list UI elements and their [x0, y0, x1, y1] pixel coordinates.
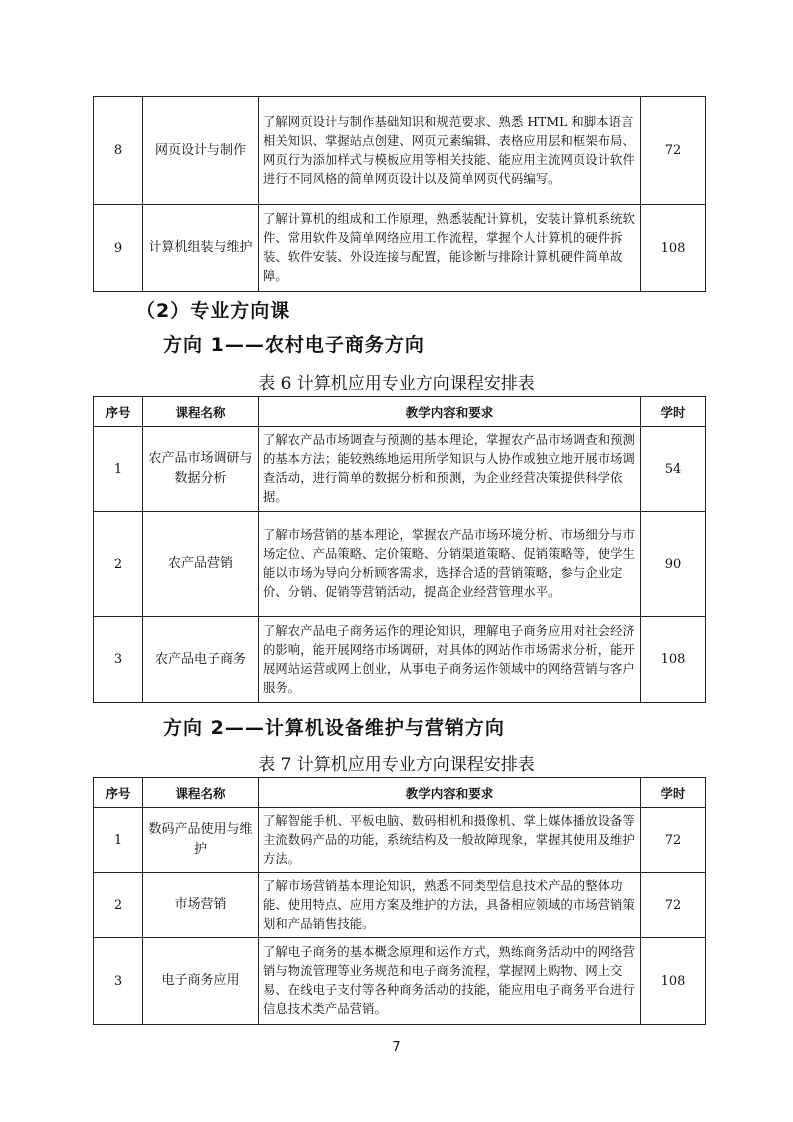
table-7-caption: 表 7 计算机应用专业方向课程安排表: [258, 755, 535, 775]
course-content: 了解电子商务的基本概念原理和运作方式，熟练商务活动中的网络营销与物流管理等业务规范和电子商务流程，掌握网上购物、网上交易、在线电子支付等各种商务活动的技能，能应用电子商务平台进行信息技术类产品营销。: [259, 938, 641, 1025]
course-hours: 54: [641, 427, 706, 512]
table-header-row: [94, 778, 706, 808]
header-content: 教学内容和要求: [259, 778, 641, 808]
row-number: 1: [94, 808, 143, 873]
row-number: 3: [94, 617, 143, 703]
row-number: 1: [94, 427, 143, 512]
course-content: 了解农产品市场调查与预测的基本理论，掌握农产品市场调查和预测的基本方法；能较熟练地运用所学知识与人协作或独立地开展市场调查活动，进行简单的数据分析和预测，为企业经营决策提供科学依据。: [259, 427, 641, 512]
course-content: 了解网页设计与制作基础知识和规范要求、熟悉 HTML 和脚本语言相关知识、掌握站点创建、网页元素编辑、表格应用层和框架布局、网页行为添加样式与模板应用等相关技能、能应用主流网页设计软件进行不同风格的简单网页设计以及简单网页代码编写。: [259, 97, 641, 205]
table-row: [94, 512, 706, 617]
row-number: 3: [94, 938, 143, 1025]
direction-1-heading: 方向 1——农村电子商务方向: [163, 334, 425, 356]
table-row: [94, 938, 706, 1025]
course-name: 农产品电子商务: [143, 617, 259, 703]
course-hours: 108: [641, 938, 706, 1025]
course-hours: 108: [641, 617, 706, 703]
course-hours: 72: [641, 97, 706, 205]
table-row: [94, 808, 706, 873]
course-name: 计算机组装与维护: [143, 205, 259, 292]
page-number: 7: [392, 1040, 401, 1055]
header-name: 课程名称: [143, 397, 259, 427]
course-table-continued: [93, 96, 706, 292]
table-row: [94, 97, 706, 205]
course-hours: 108: [641, 205, 706, 292]
table-row: [94, 873, 706, 938]
table-row: [94, 427, 706, 512]
course-content: 了解智能手机、平板电脑、数码相机和摄像机、掌上媒体播放设备等主流数码产品的功能，系统结构及一般故障现象，掌握其使用及维护方法。: [259, 808, 641, 873]
course-name: 网页设计与制作: [143, 97, 259, 205]
row-number: 2: [94, 512, 143, 617]
course-content: 了解农产品电子商务运作的理论知识，理解电子商务应用对社会经济的影响，能开展网络市场调研，对具体的网站作市场需求分析，能开展网站运营或网上创业，从事电子商务运作领域中的网络营销与客户服务。: [259, 617, 641, 703]
table-7: [93, 777, 706, 1025]
row-number: 2: [94, 873, 143, 938]
table-row: [94, 205, 706, 292]
header-name: 课程名称: [143, 778, 259, 808]
header-no: 序号: [94, 397, 143, 427]
course-hours: 72: [641, 808, 706, 873]
section-heading: （2）专业方向课: [136, 300, 291, 322]
direction-2-heading: 方向 2——计算机设备维护与营销方向: [163, 717, 505, 739]
course-name: 电子商务应用: [143, 938, 259, 1025]
course-name: 农产品市场调研与数据分析: [143, 427, 259, 512]
course-content: 了解计算机的组成和工作原理，熟悉装配计算机，安装计算机系统软件、常用软件及简单网络应用工作流程，掌握个人计算机的硬件拆装、软件安装、外设连接与配置，能诊断与排除计算机硬件简单故障。: [259, 205, 641, 292]
course-content: 了解市场营销基本理论知识，熟悉不同类型信息技术产品的整体功能、使用特点、应用方案及维护的方法，具备相应领域的市场营销策划和产品销售技能。: [259, 873, 641, 938]
header-hours: 学时: [641, 778, 706, 808]
row-number: 9: [94, 205, 143, 292]
header-content: 教学内容和要求: [259, 397, 641, 427]
row-number: 8: [94, 97, 143, 205]
table-header-row: [94, 397, 706, 427]
header-hours: 学时: [641, 397, 706, 427]
table-6: [93, 396, 706, 703]
table-6-caption: 表 6 计算机应用专业方向课程安排表: [258, 374, 535, 394]
header-no: 序号: [94, 778, 143, 808]
table-row: [94, 617, 706, 703]
course-content: 了解市场营销的基本理论，掌握农产品市场环境分析、市场细分与市场定位、产品策略、定价策略、分销渠道策略、促销策略等，使学生能以市场为导向分析顾客需求，选择合适的营销策略，参与企业定价、分销、促销等营销活动，提高企业经营管理水平。: [259, 512, 641, 617]
course-name: 数码产品使用与维护: [143, 808, 259, 873]
course-name: 农产品营销: [143, 512, 259, 617]
course-hours: 90: [641, 512, 706, 617]
course-hours: 72: [641, 873, 706, 938]
course-name: 市场营销: [143, 873, 259, 938]
